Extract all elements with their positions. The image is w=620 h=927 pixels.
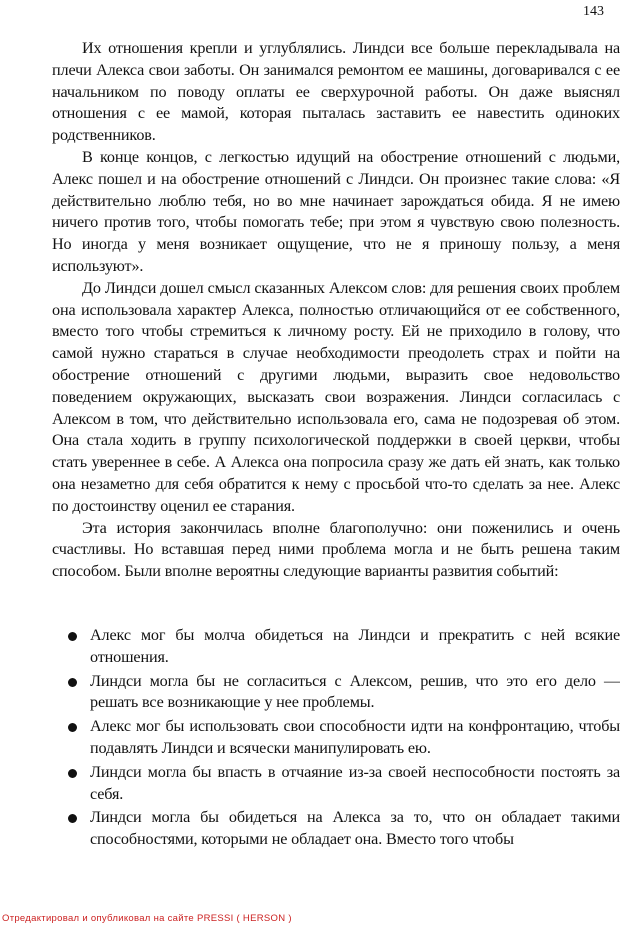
paragraph: Их отношения крепли и углублялись. Линдси все больше перекладывала на плечи Алекса свои заботы. Он занимался ремонтом ее машины, договаривался с ее начальником по поводу оплаты ее сверхурочной работы. Он даже выяснял отношения с ее мамой, которая пыталась заставить ее навестить одиноких родственников.: [52, 39, 620, 145]
page-number: 143: [583, 4, 604, 19]
bullet-icon: [68, 632, 77, 641]
list-item: [52, 807, 620, 851]
body-text: [52, 38, 620, 853]
list-item-text: Алекс мог бы использовать свои способности идти на конфронтацию, чтобы подавлять Линдси и всячески манипулировать ею.: [90, 717, 620, 757]
paragraph: В конце концов, с легкостью идущий на обострение отношений с людьми, Алекс пошел и на обострение отношений с Линдси. Он произнес такие слова: «Я действительно люблю тебя, но во мне начинает зарождаться обида. Я не имею ничего против того, чтобы помогать тебе; при этом я чувствую свою полезность. Но иногда у меня возникает ощущение, что не я приношу пользу, а меня используют».: [52, 147, 620, 275]
list-item: [52, 762, 620, 806]
list-item-text: Линдси могла бы впасть в отчаяние из-за своей неспособности постоять за себя.: [90, 762, 620, 803]
bullet-icon: [68, 723, 77, 732]
list-item-text: Линдси могла бы обидеться на Алекса за то, что он обладает такими способностями, которыми не обладает она. Вместо того чтобы: [90, 808, 620, 849]
footer-credit: Отредактировал и опубликовал на сайте PRESSI ( HERSON ): [2, 913, 292, 924]
bullet-icon: [68, 814, 77, 823]
bullet-list: [52, 625, 620, 851]
bullet-icon: [68, 678, 77, 687]
bullet-icon: [68, 769, 77, 778]
paragraph: До Линдси дошел смысл сказанных Алексом слов: для решения своих проблем она использовала характер Алекса, полностью отличающийся от ее собственного, вместо того чтобы стремиться к личному росту. Ей не приходило в голову, что самой нужно стараться в случае необходимости преодолеть страх и пойти на обострение отношений с другими людьми, выразить свое недовольство поведением окружающих, высказать свои возражения. Линдси согласилась с Алексом в том, что действительно использовала его, сама не подозревая об этом. Она стала ходить в группу психологической поддержки в своей церкви, чтобы стать увереннее в себе. А Алекса она попросила сразу же дать ей знать, как только она незаметно для себя обратится к нему с просьбой что-то сделать за нее. Алекс по достоинству оценил ее старания.: [52, 278, 620, 515]
paragraph: Эта история закончилась вполне благополучно: они поженились и очень счастливы. Но вставшая перед ними проблема могла и не быть решена таким способом. Были вполне вероятны следующие варианты развития событий:: [52, 518, 620, 581]
list-item-text: Линдси могла бы не согласиться с Алексом, решив, что это его дело — решать все возникающие у нее проблемы.: [90, 671, 620, 712]
list-item-text: Алекс мог бы молча обидеться на Линдси и прекратить с ней всякие отношения.: [90, 625, 620, 666]
list-item: [52, 625, 620, 669]
list-item: [52, 671, 620, 715]
list-item: [52, 716, 620, 760]
